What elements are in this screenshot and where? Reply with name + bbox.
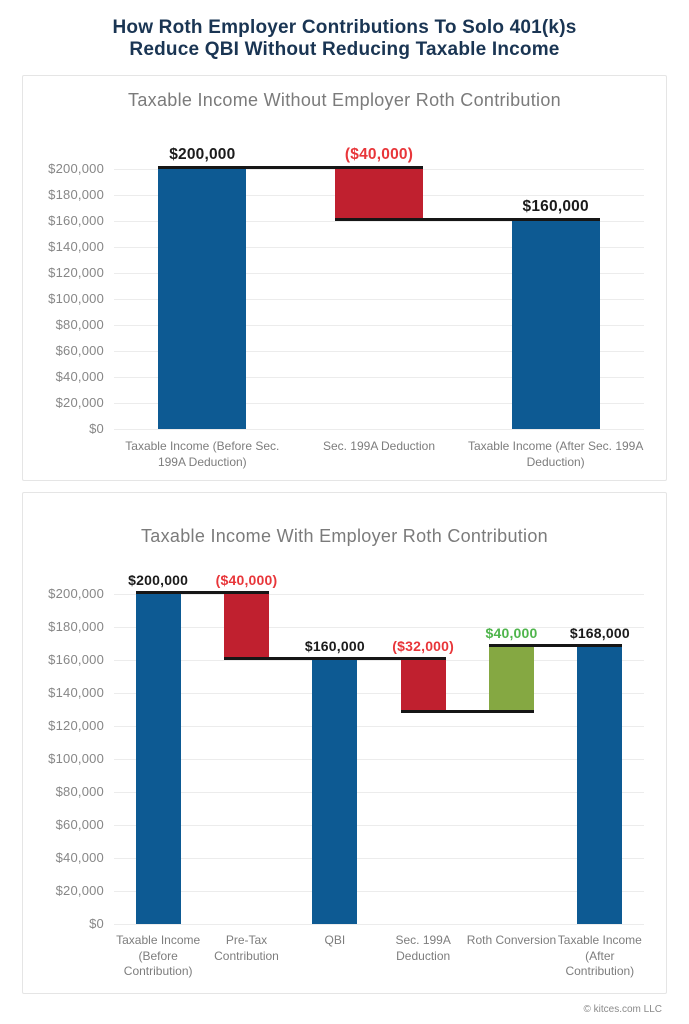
y-axis-tick-label: $100,000 [48,291,104,306]
bar-value-label-5: $40,000 [485,624,538,641]
y-axis-tick-label: $120,000 [48,265,104,280]
copyright-text: © kitces.com LLC [583,1004,662,1015]
connector-line-3 [401,710,534,713]
bar-value-label-3: $160,000 [304,638,365,654]
x-axis-category-label-4: Sec. 199A Deduction [395,933,451,963]
y-axis-tick-label: $80,000 [55,784,104,799]
x-axis-category-label-5: Roth Conversion [466,933,557,947]
chart-title: Taxable Income With Employer Roth Contribution [141,526,548,546]
connector-line-2 [224,657,446,660]
y-axis-tick-label: $40,000 [55,850,104,865]
y-axis-tick-label: $80,000 [55,317,104,332]
gridline [114,891,644,892]
waterfall-bar-5 [489,647,534,713]
gridline [114,792,644,793]
connector-line-1 [136,591,269,594]
bar-value-label-4: ($32,000) [392,638,455,654]
bar-value-label-2: ($40,000) [344,146,414,163]
y-axis-tick-label: $40,000 [55,369,104,384]
y-axis-tick-label: $60,000 [55,817,104,832]
y-axis-tick-label: $200,000 [48,161,104,176]
bar-value-label-6: $168,000 [569,624,630,641]
x-axis-category-label-6: Taxable Income (After Contribution) [557,933,642,978]
chart-title: Taxable Income Without Employer Roth Contribution [128,90,561,110]
y-axis-tick-label: $100,000 [48,751,104,766]
gridline [114,924,644,925]
page-title-line-2: Reduce QBI Without Reducing Taxable Income [129,39,560,60]
waterfall-bar-3 [512,221,600,429]
y-axis-tick-label: $180,000 [48,187,104,202]
bar-value-label-3: $160,000 [522,198,589,215]
y-axis-tick-label: $140,000 [48,685,104,700]
y-axis-tick-label: $120,000 [48,718,104,733]
connector-line-2 [335,218,600,221]
bar-value-label-1: $200,000 [169,146,236,163]
y-axis-tick-label: $180,000 [48,619,104,634]
waterfall-bar-6 [577,647,622,924]
y-axis-tick-label: $0 [89,916,104,931]
chart-card-without-roth [22,75,667,481]
x-axis-category-label-3: QBI [324,933,346,947]
x-axis-category-label-2: Sec. 199A Deduction [322,439,436,453]
waterfall-bar-4 [401,660,446,713]
y-axis-tick-label: $140,000 [48,239,104,254]
waterfall-bar-3 [312,660,357,924]
gridline [114,825,644,826]
gridline [114,726,644,727]
y-axis-tick-label: $200,000 [48,586,104,601]
gridline [114,858,644,859]
gridline [114,759,644,760]
page-title [0,17,689,61]
gridline [114,693,644,694]
y-axis-tick-label: $0 [89,421,104,436]
waterfall-bar-1 [158,169,246,429]
y-axis-tick-label: $20,000 [55,395,104,410]
x-axis-category-label-3: Taxable Income (After Sec. 199A Deduction) [467,439,644,469]
y-axis-tick-label: $160,000 [48,213,104,228]
y-axis-tick-label: $60,000 [55,343,104,358]
plot-area [23,76,666,480]
y-axis-tick-label: $20,000 [55,883,104,898]
y-axis-tick-label: $160,000 [48,652,104,667]
waterfall-bar-1 [136,594,181,924]
chart-card-with-roth [22,492,667,994]
x-axis-category-label-1: Taxable Income (Before Contribution) [116,933,201,978]
connector-line-1 [158,166,423,169]
plot-area [23,493,666,993]
bar-value-label-2: ($40,000) [215,572,278,588]
x-axis-category-label-2: Pre-Tax Contribution [214,933,279,963]
x-axis-category-label-1: Taxable Income (Before Sec. 199A Deduction) [125,439,280,469]
waterfall-bar-2 [335,169,423,221]
bar-value-label-1: $200,000 [128,572,189,588]
page-title-line-1: How Roth Employer Contributions To Solo 401(k)s [112,17,577,38]
